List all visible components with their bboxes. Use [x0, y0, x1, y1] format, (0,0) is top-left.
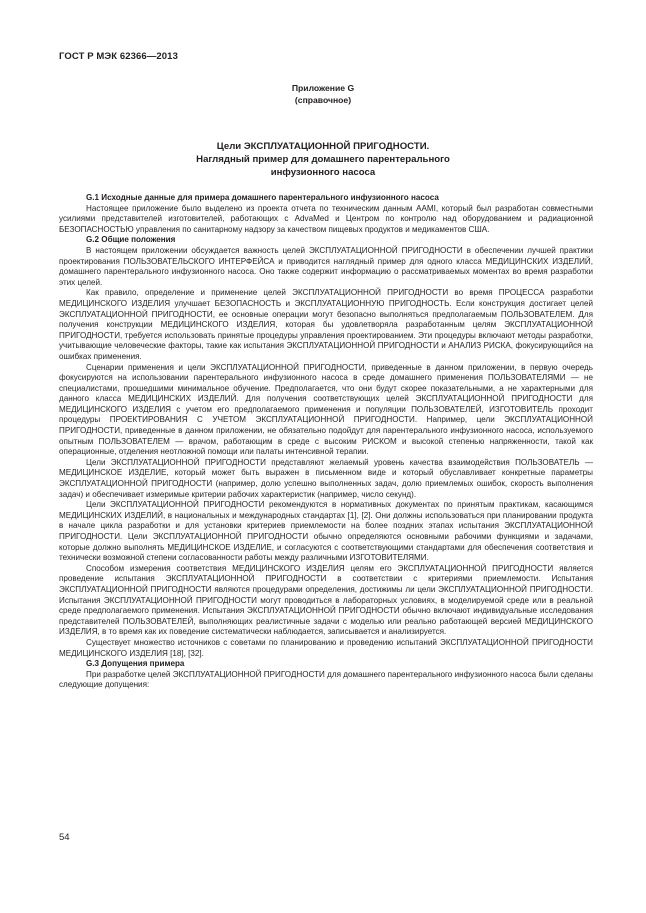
page-number: 54	[59, 832, 70, 843]
title-line-3: инфузионного насоса	[270, 167, 376, 178]
document-title	[0, 140, 646, 179]
paragraph: В настоящем приложении обсуждается важность целей ЭКСПЛУАТАЦИОННОЙ ПРИГОДНОСТИ в обеспечении лучшей практики проектирования ПОЛЬЗОВАТЕЛЬСКОГО ИНТЕРФЕЙСА и приводится наглядный пример для одного класса МЕДИЦИНСКИХ ИЗДЕЛИЙ, домашнего парентерального инфузионного насоса. Оно также содержит информацию о рассматриваемых моментах во время разработки этих целей.	[59, 245, 593, 287]
paragraph: Цели ЭКСПЛУАТАЦИОННОЙ ПРИГОДНОСТИ рекомендуются в нормативных документах по принятым практикам, касающимся МЕДИЦИНСКИХ ИЗДЕЛИЙ, в национальных и международных стандартах [1], [2]. Они должны использоваться при планировании продукта в начале цикла разработки и для установки критериев приемлемости на более поздних этапах испытания ЭКСПЛУАТАЦИОННОЙ ПРИГОДНОСТИ. Цели ЭКСПЛУАТАЦИОННОЙ ПРИГОДНОСТИ обычно определяются основными рабочими функциями и задачами, которые должно выполнять МЕДИЦИНСКОЕ ИЗДЕЛИЕ, и согласуются с соответствующими стандартами для обеспечения соответствия и технически возможной степени согласованности работы между различными ИЗГОТОВИТЕЛЯМИ.	[59, 500, 593, 563]
appendix-heading	[0, 83, 646, 106]
appendix-type: (справочное)	[294, 94, 352, 105]
section-heading-g3: G.3 Допущения примера	[86, 659, 185, 669]
paragraph: При разработке целей ЭКСПЛУАТАЦИОННОЙ ПРИГОДНОСТИ для домашнего парентерального инфузионного насоса были сделаны следующие допущения:	[59, 669, 593, 690]
paragraph: Цели ЭКСПЛУАТАЦИОННОЙ ПРИГОДНОСТИ представляют желаемый уровень качества взаимодействия ПОЛЬЗОВАТЕЛЬ — МЕДИЦИНСКОЕ ИЗДЕЛИЕ, который может быть выражен в письменном виде и который обуславливает конкретные параметры ЭКСПЛУАТАЦИОННОЙ ПРИГОДНОСТИ (например, долю успешно выполненных задач, долю приемлемых ошибок, скорость выполнения задач) и обеспечивает измеримые критерии рабочих характеристик (например, число секунд).	[59, 457, 593, 499]
section-heading-g1: G.1 Исходные данные для примера домашнего парентерального инфузионного насоса	[86, 193, 439, 202]
appendix-label: Приложение G	[291, 83, 355, 93]
standard-code: ГОСТ Р МЭК 62366—2013	[59, 51, 178, 62]
paragraph: Сценарии применения и цели ЭКСПЛУАТАЦИОННОЙ ПРИГОДНОСТИ, приведенные в данном приложении, в первую очередь фокусируются на использовании парентерального инфузионного насоса в среде домашнего применения ПОЛЬЗОВАТЕЛЯМИ — не специалистами, прошедшими минимальное обучение. Предполагается, что они будут скорее показательными, а не характерными для данного класса МЕДИЦИНСКИХ ИЗДЕЛИЙ. Для получения соответствующих целей ЭКСПЛУАТАЦИОННОЙ ПРИГОДНОСТИ для МЕДИЦИНСКОГО ИЗДЕЛИЯ с учетом его предполагаемого применения и популяции ПОЛЬЗОВАТЕЛЕЙ, ИЗГОТОВИТЕЛЬ проходит процедуры ПРОЕКТИРОВАНИЯ С УЧЕТОМ ЭКСПЛУАТАЦИОННОЙ ПРИГОДНОСТИ. Например, цели ЭКСПЛУАТАЦИОННОЙ ПРИГОДНОСТИ, приведенные в данном приложении, не обязательно подойдут для парентерального инфузионного насоса, используемого опытным ПОЛЬЗОВАТЕЛЕМ — врачом, работающим в среде с высоким РИСКОМ и высокой степенью напряженности, такой как операционные, отделения неотложной помощи или палаты интенсивной терапии.	[59, 362, 593, 457]
paragraph: Способом измерения соответствия МЕДИЦИНСКОГО ИЗДЕЛИЯ целям его ЭКСПЛУАТАЦИОННОЙ ПРИГОДНОСТИ является проведение испытания ЭКСПЛУАТАЦИОННОЙ ПРИГОДНОСТИ в соответствии с критериями приемлемости. Испытания ЭКСПЛУАТАЦИОННОЙ ПРИГОДНОСТИ являются процедурами определения, достижимы ли цели ЭКСПЛУАТАЦИОННОЙ ПРИГОДНОСТИ. Испытания ЭКСПЛУАТАЦИОННОЙ ПРИГОДНОСТИ могут проводиться в лабораторных условиях, в моделируемой среде или в реальной среде предполагаемого применения. Испытания ЭКСПЛУАТАЦИОННОЙ ПРИГОДНОСТИ обычно включают индивидуальные исследования представителей ПОЛЬЗОВАТЕЛЕЙ, выполняющих реалистичные задачи с моделью или реально работающей версией МЕДИЦИНСКОГО ИЗДЕЛИЯ, в то время как их поведение систематически наблюдается, записывается и анализируется.	[59, 563, 593, 637]
section-heading-g2: G.2 Общие положения	[86, 235, 176, 245]
title-line-1: Цели ЭКСПЛУАТАЦИОННОЙ ПРИГОДНОСТИ.	[216, 141, 430, 152]
document-body	[59, 193, 593, 691]
paragraph: Как правило, определение и применение целей ЭКСПЛУАТАЦИОННОЙ ПРИГОДНОСТИ во время ПРОЦЕССА разработки МЕДИЦИНСКОГО ИЗДЕЛИЯ улучшает БЕЗОПАСНОСТЬ и ЭКСПЛУАТАЦИОННУЮ ПРИГОДНОСТЬ. Если конструкция достигает целей ЭКСПЛУАТАЦИОННОЙ ПРИГОДНОСТИ, ее основные операции могут безопасно выполняться предполагаемым ПОЛЬЗОВАТЕЛЕМ. Для получения конструкции МЕДИЦИНСКОГО ИЗДЕЛИЯ, которая бы удовлетворяла разработанным целям ЭКСПЛУАТАЦИОННОЙ ПРИГОДНОСТИ, требуется использовать принятые процедуры управления проектированием. Эти процедуры включают методы разработки, учитывающие человеческие факторы, такие как испытания ЭКСПЛУАТАЦИОННОЙ ПРИГОДНОСТИ и АНАЛИЗ РИСКА, фокусирующийся на ошибках применения.	[59, 288, 593, 361]
paragraph: Существует множество источников с советами по планированию и проведению испытаний ЭКСПЛУАТАЦИОННОЙ ПРИГОДНОСТИ МЕДИЦИНСКОГО ИЗДЕЛИЯ [18], [32].	[59, 637, 593, 658]
paragraph: Настоящее приложение было выделено из проекта отчета по техническим данным AAMI, который был разработан совместными усилиями представителей изготовителей, работающих с AdvaMed и Центром по контролю над оборудованием и радиационной БЕЗОПАСНОСТЬЮ управления по санитарному надзору за качеством пищевых продуктов и медикаментов США.	[59, 203, 593, 234]
title-line-2: Наглядный пример для домашнего парентерального	[196, 154, 450, 165]
